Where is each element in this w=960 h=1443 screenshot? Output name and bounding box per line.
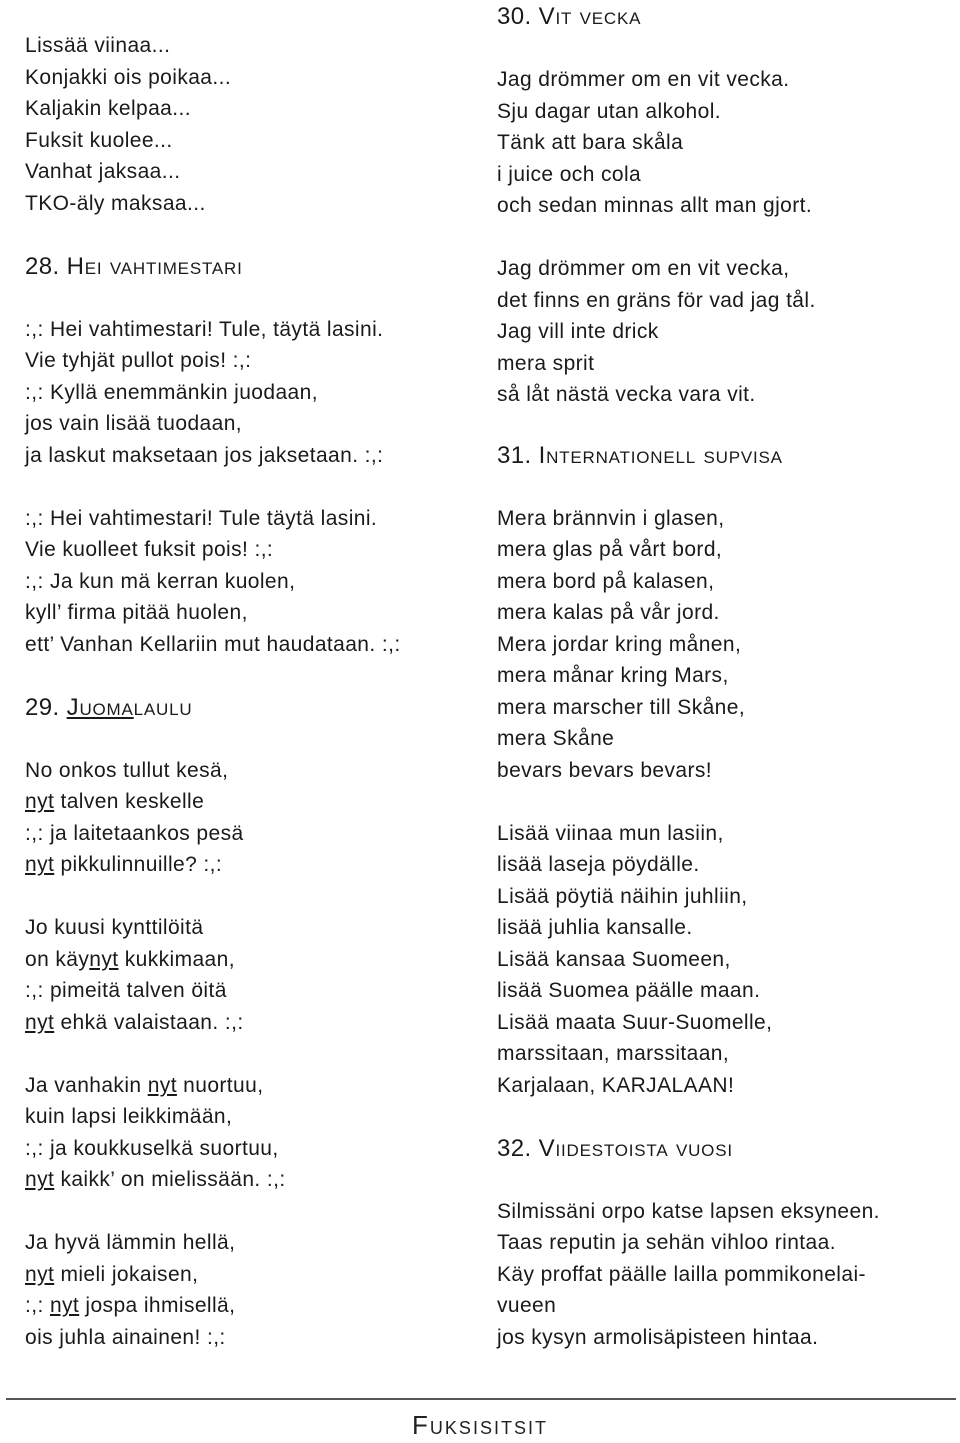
verse-line: Jag drömmer om en vit vecka,	[497, 257, 790, 280]
verse-line: mera bord på kalasen,	[497, 569, 715, 593]
verse-line: ja laskut maksetaan jos jaksetaan. :,:	[25, 443, 384, 467]
intro-line: Fuksit kuolee...	[25, 128, 173, 152]
song-number: 30.	[497, 3, 532, 30]
verse-text: ehkä valaistaan. :,:	[54, 1010, 244, 1034]
underlined-word: nyt	[25, 853, 55, 876]
verse-line: jos kysyn armolisäpisteen hintaa.	[497, 1325, 819, 1349]
intro-line: TKO-äly maksaa...	[25, 191, 206, 215]
verse-text: :,:	[25, 1294, 50, 1317]
verse-text: on käy	[25, 947, 90, 971]
verse-line: :,: Hei vahtimestari! Tule, täytä lasini.	[25, 317, 384, 341]
verse-line: Jo kuusi kynttilöitä	[25, 916, 204, 939]
verse-line: Lisää maata Suur-Suomelle,	[497, 1010, 773, 1034]
verse-line: så låt nästä vecka vara vit.	[497, 383, 756, 406]
verse-line: No onkos tullut kesä,	[25, 758, 229, 782]
verse-text: jospa ihmisellä,	[79, 1294, 236, 1317]
verse-text: Ja vanhakin	[25, 1073, 148, 1097]
verse-line	[25, 849, 475, 881]
verse-line	[25, 1070, 475, 1102]
verse-line: Taas reputin ja sehän vihloo rintaa.	[497, 1231, 836, 1254]
verse-line: Sju dagar utan alkohol.	[497, 99, 722, 123]
verse-line: mera kalas på vår jord.	[497, 601, 720, 624]
verse-line: kyll’ firma pitää huolen,	[25, 601, 248, 624]
verse-line: mera glas på vårt bord,	[497, 538, 723, 561]
right-column	[497, 1, 947, 1353]
song-title: Vit vecka	[538, 3, 642, 30]
underlined-word: nyt	[49, 1294, 80, 1317]
verse-line: i juice och cola	[497, 162, 642, 186]
verse-line	[25, 1290, 475, 1322]
verse-line: :,: Hei vahtimestari! Tule täytä lasini.	[25, 506, 378, 530]
song-title: Viidestoista vuosi	[538, 1134, 733, 1162]
left-column	[25, 0, 475, 1353]
song-32-heading	[497, 1133, 947, 1165]
verse-line: jos vain lisää tuodaan,	[25, 412, 243, 435]
underlined-word: nyt	[25, 1010, 55, 1034]
verse-line: ett’ Vanhan Kellariin mut haudataan. :,:	[25, 632, 401, 656]
verse-line: :,: Kyllä enemmänkin juodaan,	[25, 380, 318, 404]
verse-line: Lisää viinaa mun lasiin,	[497, 821, 724, 845]
verse-line: Karjalaan, KARJALAAN!	[497, 1073, 735, 1097]
verse-line: Vie tyhjät pullot pois! :,:	[25, 349, 252, 372]
verse-text: kaikk’ on mielissään. :,:	[54, 1168, 286, 1191]
footer-divider	[6, 1398, 956, 1400]
verse-line: Jag vill inte drick	[497, 320, 659, 343]
verse-line: Lisää pöytiä näihin juhliin,	[497, 884, 748, 908]
verse-line: :,: Ja kun mä kerran kuolen,	[25, 569, 296, 593]
song-28-heading	[25, 251, 475, 283]
intro-line: Konjakki ois poikaa...	[25, 65, 232, 89]
song-number: 29.	[25, 693, 60, 721]
verse-line: Jag drömmer om en vit vecka.	[497, 68, 790, 91]
page-footer: Fuksisitsit	[412, 1410, 548, 1440]
verse-line: Lisää kansaa Suomeen,	[497, 947, 731, 971]
underlined-word: nyt	[25, 1168, 55, 1191]
verse-line: vueen	[497, 1294, 557, 1317]
intro-line: Lissää viinaa...	[25, 34, 171, 57]
verse-line: :,: pimeitä talven öitä	[25, 979, 227, 1002]
verse-line: lisää laseja pöydälle.	[497, 853, 700, 876]
song-number: 28.	[25, 252, 60, 280]
intro-line: Vanhat jaksaa...	[25, 160, 181, 183]
verse-line: bevars bevars bevars!	[497, 758, 712, 782]
verse-line: :,: ja laitetaankos pesä	[25, 821, 244, 845]
song-29-heading	[25, 692, 475, 724]
verse-line: :,: ja koukkuselkä suortuu,	[25, 1136, 279, 1160]
verse-line	[25, 1259, 475, 1291]
song-title-rest: laulu	[133, 693, 193, 721]
song-30-heading	[497, 1, 947, 33]
verse-line: Tänk att bara skåla	[497, 131, 684, 154]
song-title: Hei vahtimestari	[66, 252, 243, 280]
verse-line: mera månar kring Mars,	[497, 664, 729, 687]
verse-text: pikkulinnuille? :,:	[54, 853, 223, 876]
song-number: 31.	[497, 441, 532, 469]
song-31-heading	[497, 440, 947, 472]
song-title: Internationell supvisa	[538, 441, 783, 469]
verse-line	[25, 786, 475, 818]
verse-text: kukkimaan,	[118, 947, 235, 971]
underlined-word: nyt	[25, 790, 55, 813]
verse-line: kuin lapsi leikkimään,	[25, 1105, 233, 1128]
underlined-word: nyt	[147, 1073, 177, 1097]
verse-line: och sedan minnas allt man gjort.	[497, 194, 813, 217]
verse-line: mera Skåne	[497, 727, 615, 750]
verse-text: talven keskelle	[54, 790, 205, 813]
song-title-underlined: Juoma	[66, 693, 134, 721]
verse-line	[25, 944, 475, 976]
verse-line: marssitaan, marssitaan,	[497, 1042, 730, 1065]
underlined-word: nyt	[89, 947, 119, 971]
verse-line: mera sprit	[497, 351, 595, 375]
verse-text: mieli jokaisen,	[54, 1262, 199, 1286]
intro-line: Kaljakin kelpaa...	[25, 97, 191, 120]
verse-line: ois juhla ainainen! :,:	[25, 1325, 226, 1349]
verse-line: Ja hyvä lämmin hellä,	[25, 1231, 236, 1254]
verse-line: det finns en gräns för vad jag tål.	[497, 288, 816, 312]
verse-text: nuortuu,	[176, 1073, 264, 1097]
verse-line: Mera jordar kring månen,	[497, 632, 742, 656]
verse-line: mera marscher till Skåne,	[497, 695, 746, 719]
verse-line: lisää juhlia kansalle.	[497, 916, 693, 939]
underlined-word: nyt	[25, 1262, 55, 1286]
verse-line: Vie kuolleet fuksit pois! :,:	[25, 538, 274, 561]
verse-line: Käy proffat päälle lailla pommikonelai-	[497, 1262, 866, 1286]
verse-line	[25, 1164, 475, 1196]
song-number: 32.	[497, 1134, 532, 1162]
verse-line: Mera brännvin i glasen,	[497, 506, 725, 530]
verse-line: Silmissäni orpo katse lapsen eksyneen.	[497, 1199, 880, 1223]
verse-line: lisää Suomea päälle maan.	[497, 979, 761, 1002]
verse-line	[25, 1007, 475, 1039]
